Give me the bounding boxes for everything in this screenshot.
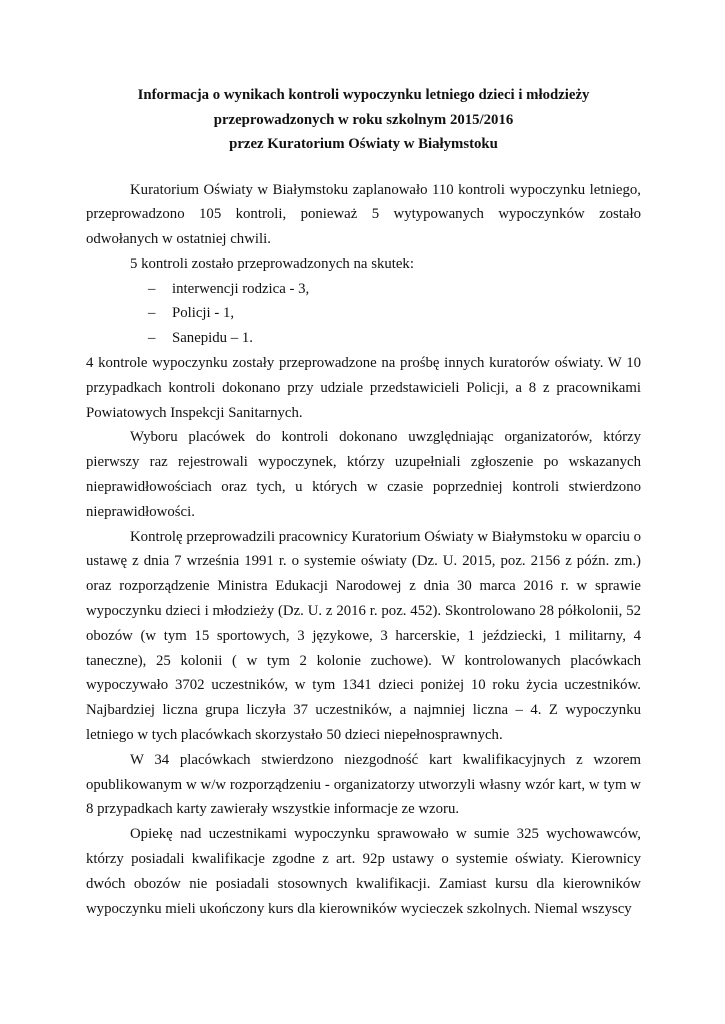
dash-marker: – bbox=[148, 280, 156, 297]
list-item-text: Sanepidu – 1. bbox=[172, 330, 253, 347]
list-item bbox=[148, 301, 641, 326]
paragraph-legal-basis-results: Kontrolę przeprowadzili pracownicy Kuratorium Oświaty w Białymstoku w oparciu o ustawę z dnia 7 września 1991 r. o systemie oświaty (Dz. U. 2015, poz. 2156 z późn. zm.) oraz rozporządzenie Ministra Edukacji Narodowej z dnia 30 marca 2016 r. w sprawie wypoczynku dzieci i młodzieży (Dz. U. z 2016 r. poz. 452). Skontrolowano 28 półkolonii, 52 obozów (w tym 15 sportowych, 3 językowe, 3 harcerskie, 1 jeździecki, 1 militarny, 4 taneczne), 25 kolonii ( w tym 2 kolonie zuchowe). W kontrolowanych placówkach wypoczywało 3702 uczestników, w tym 1341 dzieci poniżej 10 roku życia uczestników. Najbardziej liczna grupa liczyła 37 uczestników, a najmniej liczna – 4. Z wypoczynku letniego w tych placówkach skorzystało 50 dzieci niepełnosprawnych. bbox=[86, 528, 641, 744]
dash-marker: – bbox=[148, 305, 156, 322]
paragraph-qualification-cards: W 34 placówkach stwierdzono niezgodność kart kwalifikacyjnych z wzorem opublikowanym w w/w rozporządzeniu - organizatorzy utworzyli własny wzór kart, w tym w 8 przypadkach karty zawierały wszystkie informacje ze wzoru. bbox=[86, 751, 641, 818]
document-page bbox=[86, 83, 641, 921]
document-title bbox=[86, 83, 641, 157]
dash-marker: – bbox=[148, 330, 156, 347]
paragraph-selection-criteria: Wyboru placówek do kontroli dokonano uwzględniając organizatorów, którzy pierwszy raz rejestrowali wypoczynek, którzy uzupełniali zgłoszenie po wskazanych nieprawidłowościach oraz tych, u których w czasie poprzedniej kontroli stwierdzono nieprawidłowości. bbox=[86, 429, 641, 520]
title-line-2: przeprowadzonych w roku szkolnym 2015/2016 bbox=[213, 111, 514, 128]
list-item-text: interwencji rodzica - 3, bbox=[172, 280, 310, 297]
list-item bbox=[148, 326, 641, 351]
paragraph-other-curators: 4 kontrole wypoczynku zostały przeprowadzone na prośbę innych kuratorów oświaty. W 10 przypadkach kontroli dokonano przy udziale przedstawicieli Policji, a 8 z pracownikami Powiatowych Inspekcji Sanitarnych. bbox=[86, 355, 641, 421]
paragraph-controls-cause: 5 kontroli zostało przeprowadzonych na skutek: bbox=[130, 255, 414, 272]
title-line-3: przez Kuratorium Oświaty w Białymstoku bbox=[229, 136, 498, 152]
controls-cause-list bbox=[86, 277, 641, 351]
document-body bbox=[86, 178, 641, 922]
paragraph-planned-controls: Kuratorium Oświaty w Białymstoku zaplanowało 110 kontroli wypoczynku letniego, przeprowadzono 105 kontroli, ponieważ 5 wytypowanych wypoczynków zostało odwołanych w ostatniej chwili. bbox=[86, 181, 641, 248]
list-item bbox=[148, 277, 641, 302]
paragraph-supervision: Opiekę nad uczestnikami wypoczynku sprawowało w sumie 325 wychowawców, którzy posiadali kwalifikacje zgodne z art. 92p ustawy o systemie oświaty. Kierownicy dwóch obozów nie posiadali stosownych kwalifikacji. Zamiast kursu dla kierowników wypoczynku mieli ukończony kurs dla kierowników wycieczek szkolnych. Niemal wszyscy bbox=[86, 826, 641, 917]
title-line-1: Informacja o wynikach kontroli wypoczynku letniego dzieci i młodzieży bbox=[137, 87, 590, 103]
list-item-text: Policji - 1, bbox=[172, 305, 235, 322]
